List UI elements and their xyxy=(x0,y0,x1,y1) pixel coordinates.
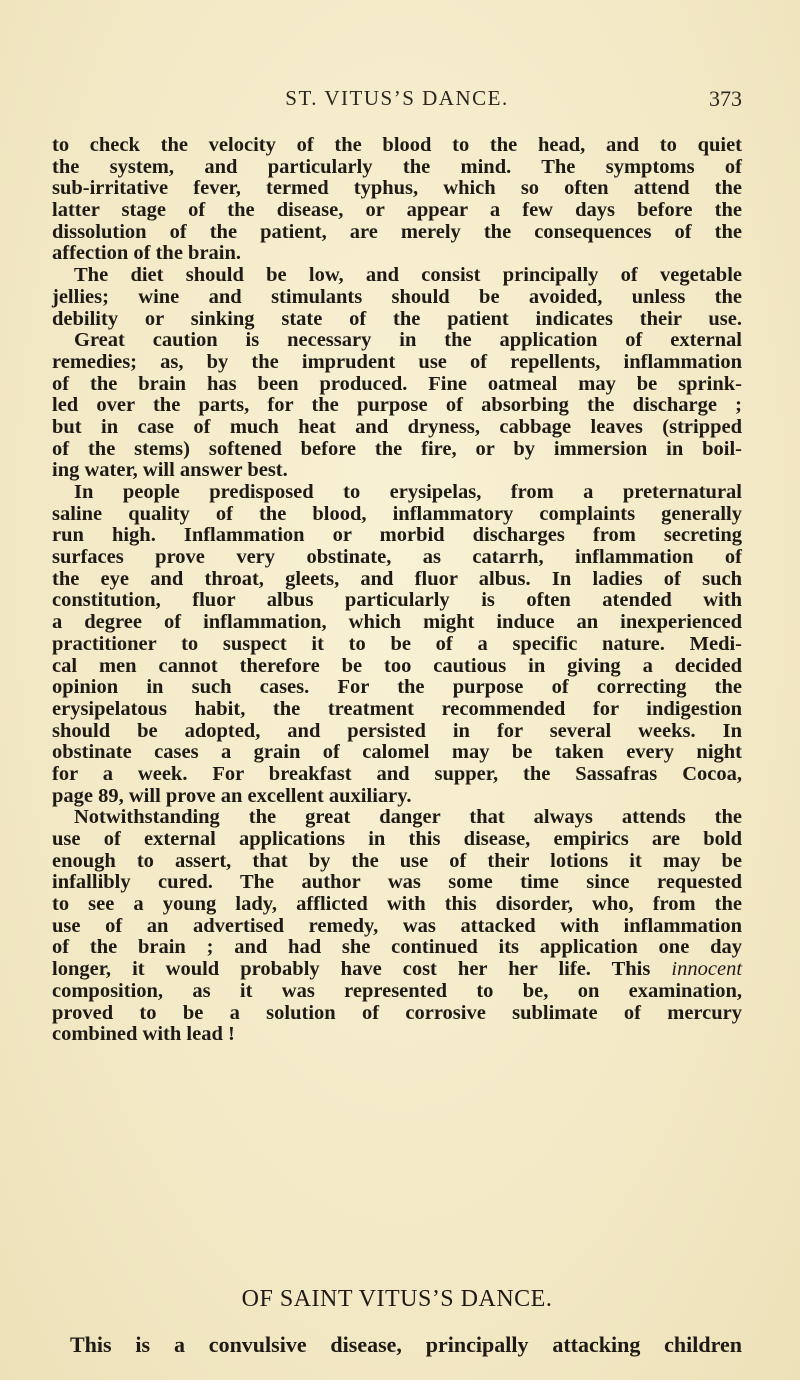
text-line: combined with lead ! xyxy=(52,1023,235,1046)
text-line: of the brain has been produced. Fine oatmeal may be sprink- xyxy=(52,372,742,395)
text-line: the eye and throat, gleets, and fluor albus. In ladies of such xyxy=(52,567,742,590)
text-line: page 89, will prove an excellent auxiliary. xyxy=(52,784,412,807)
text-line: proved to be a solution of corrosive sublimate of mercury xyxy=(52,1001,742,1024)
text-line: of the brain ; and had she continued its application one day xyxy=(52,936,742,959)
text-line: composition, as it was represented to be, on examination, xyxy=(52,979,742,1002)
running-head xyxy=(52,86,742,116)
text-line: of the stems) softened before the fire, or by immersion in boil- xyxy=(52,437,742,460)
text-line: surfaces prove very obstinate, as catarrh, inflammation of xyxy=(52,546,742,569)
text-line: remedies; as, by the imprudent use of repellents, inflammation xyxy=(52,350,742,373)
text-line: use of external applications in this disease, empirics are bold xyxy=(52,828,742,850)
text-line: enough to assert, that by the use of their lotions it may be xyxy=(52,849,742,872)
text-line: practitioner to suspect it to be of a specific nature. Medi- xyxy=(52,632,742,655)
body-text xyxy=(52,135,742,1046)
text-line: opinion in such cases. For the purpose of correcting the xyxy=(52,676,742,699)
section-heading: OF SAINT VITUS’S DANCE. xyxy=(241,1286,553,1312)
text-line: debility or sinking state of the patient indicates their use. xyxy=(52,307,742,330)
book-page xyxy=(52,0,742,1380)
running-title: ST. VITUS’S DANCE. xyxy=(285,86,509,110)
text-line: cal men cannot therefore be too cautious in giving a decided xyxy=(52,654,742,677)
text-segment: longer, it would probably have cost her her life. This xyxy=(52,958,651,981)
text-line: erysipelatous habit, the treatment recommended for indigestion xyxy=(52,697,742,720)
text-line: Great caution is necessary in the application of external xyxy=(74,329,742,352)
text-line: run high. Inflammation or morbid discharges from secreting xyxy=(52,524,742,547)
text-line: the system, and particularly the mind. The symptoms of xyxy=(52,155,742,178)
text-line: should be adopted, and persisted in for several weeks. In xyxy=(52,719,742,742)
text-line: In people predisposed to erysipelas, from a preternatural xyxy=(74,481,742,503)
text-line: sub-irritative fever, termed typhus, which so often attend the xyxy=(52,177,742,200)
text-line: but in case of much heat and dryness, cabbage leaves (stripped xyxy=(52,415,742,438)
text-line-with-italic xyxy=(52,959,742,981)
text-line: led over the parts, for the purpose of absorbing the discharge ; xyxy=(52,394,742,417)
text-line: The diet should be low, and consist principally of vegetable xyxy=(74,264,742,287)
text-line: to see a young lady, afflicted with this disorder, who, from the xyxy=(52,893,742,916)
section-first-line: This is a convulsive disease, principally attacking children xyxy=(70,1332,742,1357)
text-line: saline quality of the blood, inflammatory complaints generally xyxy=(52,502,742,525)
text-line: for a week. For breakfast and supper, the Sassafras Cocoa, xyxy=(52,762,742,785)
text-line: ing water, will answer best. xyxy=(52,459,288,482)
text-line: affection of the brain. xyxy=(52,242,242,265)
page-number: 373 xyxy=(709,86,742,111)
text-line: constitution, fluor albus particularly is often atended with xyxy=(52,589,742,612)
text-line: Notwithstanding the great danger that always attends the xyxy=(74,806,742,829)
text-line: latter stage of the disease, or appear a few days before the xyxy=(52,199,742,222)
text-line: obstinate cases a grain of calomel may be taken every night xyxy=(52,741,742,764)
text-line: dissolution of the patient, are merely the consequences of the xyxy=(52,220,742,243)
text-line: use of an advertised remedy, was attacked with inflammation xyxy=(52,914,742,937)
text-line: a degree of inflammation, which might induce an inexperienced xyxy=(52,611,742,634)
text-line: jellies; wine and stimulants should be avoided, unless the xyxy=(52,285,742,308)
italic-word: innocent xyxy=(671,958,743,981)
text-line: infallibly cured. The author was some time since requested xyxy=(52,871,742,894)
text-line: to check the velocity of the blood to the head, and to quiet xyxy=(52,134,742,156)
